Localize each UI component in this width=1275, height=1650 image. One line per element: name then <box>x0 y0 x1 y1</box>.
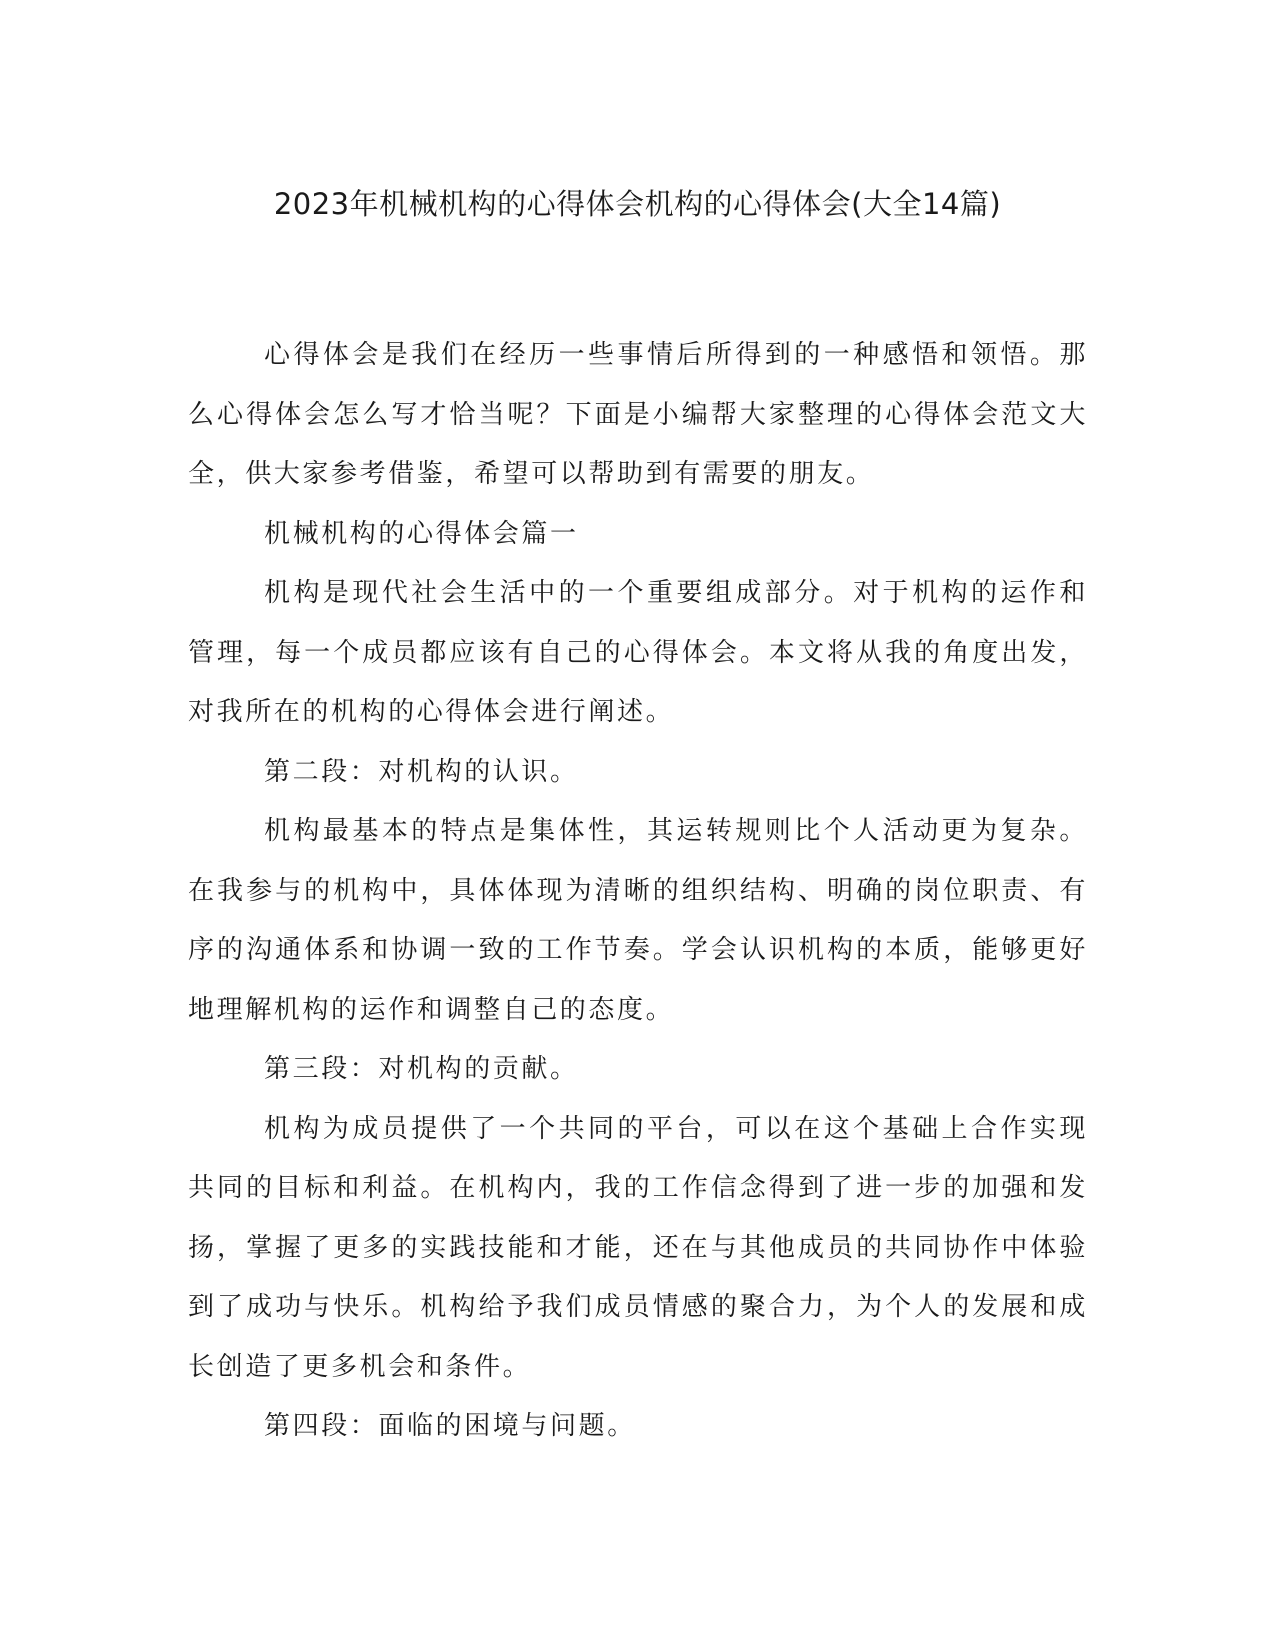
section-heading-part-one: 机械机构的心得体会篇一 <box>264 518 579 549</box>
section-heading: 第三段：对机构的贡献。 <box>264 1054 579 1084</box>
document-body <box>188 326 1088 1457</box>
paragraph-intro: 心得体会是我们在经历一些事情后所得到的一种感悟和领悟。那么心得体会怎么写才恰当呢？下面是小编帮大家整理的心得体会范文大全，供大家参考借鉴，希望可以帮助到有需要的朋友。 <box>188 340 1088 489</box>
paragraph: 机构为成员提供了一个共同的平台，可以在这个基础上合作实现共同的目标和利益。在机构内，我的工作信念得到了进一步的加强和发扬，掌握了更多的实践技能和才能，还在与其他成员的共同协作中体验到了成功与快乐。机构给予我们成员情感的聚合力，为个人的发展和成长创造了更多机会和条件。 <box>188 1113 1088 1382</box>
section-heading: 第二段：对机构的认识。 <box>264 756 579 787</box>
section-heading: 第四段：面临的困境与问题。 <box>264 1411 636 1441</box>
paragraph: 机构最基本的特点是集体性，其运转规则比个人活动更为复杂。在我参与的机构中，具体体现为清晰的组织结构、明确的岗位职责、有序的沟通体系和协调一致的工作节奏。学会认识机构的本质，能够更好地理解机构的运作和调整自己的态度。 <box>188 816 1088 1025</box>
paragraph: 机构是现代社会生活中的一个重要组成部分。对于机构的运作和管理，每一个成员都应该有自己的心得体会。本文将从我的角度出发，对我所在的机构的心得体会进行阐述。 <box>188 578 1088 727</box>
document-title: 2023年机械机构的心得体会机构的心得体会(大全14篇) <box>273 187 1002 221</box>
